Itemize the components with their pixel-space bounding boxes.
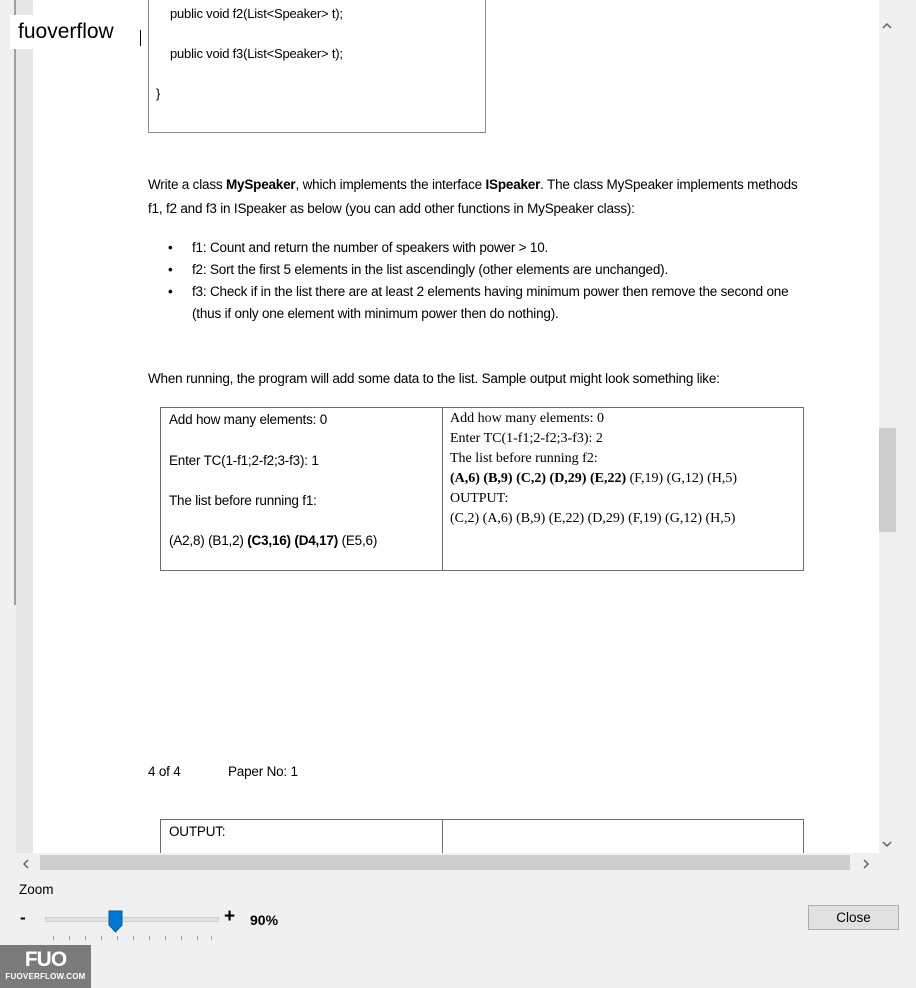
- chevron-left-icon[interactable]: [22, 857, 30, 872]
- task-description: [148, 173, 798, 221]
- task-text: . The class MySpeaker implements methods f1, f2 and f3 in ISpeaker as below (you can add other functions in MySpeaker class):: [148, 177, 798, 216]
- class-name: MySpeaker: [225, 177, 296, 192]
- zoom-slider-thumb[interactable]: [108, 910, 123, 933]
- sample-left-line-3: The list before running f1:: [169, 493, 317, 508]
- sample-right-line-1: Add how many elements: 0: [450, 411, 604, 426]
- code-line-f2: public void f2(List<Speaker> t);: [170, 6, 343, 21]
- list-item-text: f3: Check if in the list there are at least 2 elements having minimum power then remove the second one (thus if only one element with minimum power then do nothing).: [192, 284, 789, 321]
- list-item: • f2: Sort the first 5 elements in the list ascendingly (other elements are unchanged).: [168, 262, 669, 277]
- output-cell: OUTPUT:: [169, 824, 226, 839]
- sample-left-line-2: Enter TC(1-f1;2-f2;3-f3): 1: [169, 453, 319, 468]
- code-line-f3: public void f3(List<Speaker> t);: [170, 46, 343, 61]
- interface-name: ISpeaker: [485, 177, 541, 192]
- table-divider: [442, 820, 443, 853]
- page-number: 4 of 4: [148, 764, 181, 779]
- sample-output-table: [160, 407, 804, 571]
- task-text: , which implements the interface: [295, 177, 486, 192]
- list-item: • f3: Check if in the list there are at least 2 elements having minimum power then remove the second one (thus if only one element with minimum power then do nothing).: [168, 284, 789, 321]
- table-divider: [442, 408, 443, 570]
- code-line-close-brace: }: [156, 86, 161, 101]
- sample-left-line-4: [169, 533, 377, 548]
- zoom-label: Zoom: [19, 882, 54, 897]
- zoom-slider-track[interactable]: [45, 917, 219, 922]
- cell-text: (E5,6): [338, 533, 378, 548]
- sample-right-line-4: [450, 469, 737, 489]
- chevron-down-icon[interactable]: [882, 836, 892, 851]
- horizontal-scrollbar[interactable]: [16, 853, 879, 872]
- cell-text: (F,19) (G,12) (H,5): [626, 471, 737, 486]
- vertical-scrollbar[interactable]: [879, 14, 896, 853]
- cell-text-bold: (C3,16) (D4,17): [247, 533, 339, 548]
- sample-right-line-2: Enter TC(1-f1;2-f2;3-f3): 2: [450, 431, 603, 446]
- sample-right-line-6: (C,2) (A,6) (B,9) (E,22) (D,29) (F,19) (G,12) (H,5): [450, 511, 736, 526]
- list-item-text: f1: Count and return the number of speakers with power > 10.: [192, 240, 549, 255]
- paper-number: Paper No: 1: [228, 764, 298, 779]
- task-text: Write a class: [148, 177, 226, 192]
- site-logo: [0, 945, 91, 988]
- sample-right-line-3: The list before running f2:: [450, 451, 598, 466]
- chevron-up-icon[interactable]: [882, 18, 892, 33]
- output-table: [160, 819, 804, 853]
- sample-right-line-5: OUTPUT:: [450, 491, 509, 506]
- sample-left-line-1: Add how many elements: 0: [169, 412, 328, 427]
- list-item: • f1: Count and return the number of speakers with power > 10.: [168, 240, 549, 255]
- logo-site: FUOVERFLOW.COM: [5, 972, 86, 981]
- method-list: [148, 237, 803, 325]
- document-page: [33, 0, 879, 853]
- zoom-value: 90%: [250, 912, 279, 928]
- chevron-right-icon[interactable]: [862, 857, 870, 872]
- zoom-slider-ticks: [53, 936, 213, 941]
- text-cursor: [140, 30, 141, 46]
- list-item-text: f2: Sort the first 5 elements in the list ascendingly (other elements are unchanged).: [192, 262, 669, 277]
- cell-text-bold: (A,6) (B,9) (C,2) (D,29) (E,22): [450, 471, 627, 486]
- document-viewport[interactable]: [16, 0, 879, 853]
- close-button[interactable]: Close: [808, 905, 899, 930]
- vertical-scroll-thumb[interactable]: [879, 428, 896, 532]
- cell-text: (A2,8) (B1,2): [169, 533, 248, 548]
- zoom-in-button[interactable]: +: [224, 906, 236, 927]
- running-text: When running, the program will add some data to the list. Sample output might look something like:: [148, 371, 720, 386]
- watermark: fuoverflow: [10, 15, 138, 49]
- logo-mark: FUO: [24, 948, 67, 971]
- zoom-out-button[interactable]: -: [20, 908, 26, 927]
- horizontal-scroll-thumb[interactable]: [40, 855, 850, 870]
- code-block: [148, 0, 486, 133]
